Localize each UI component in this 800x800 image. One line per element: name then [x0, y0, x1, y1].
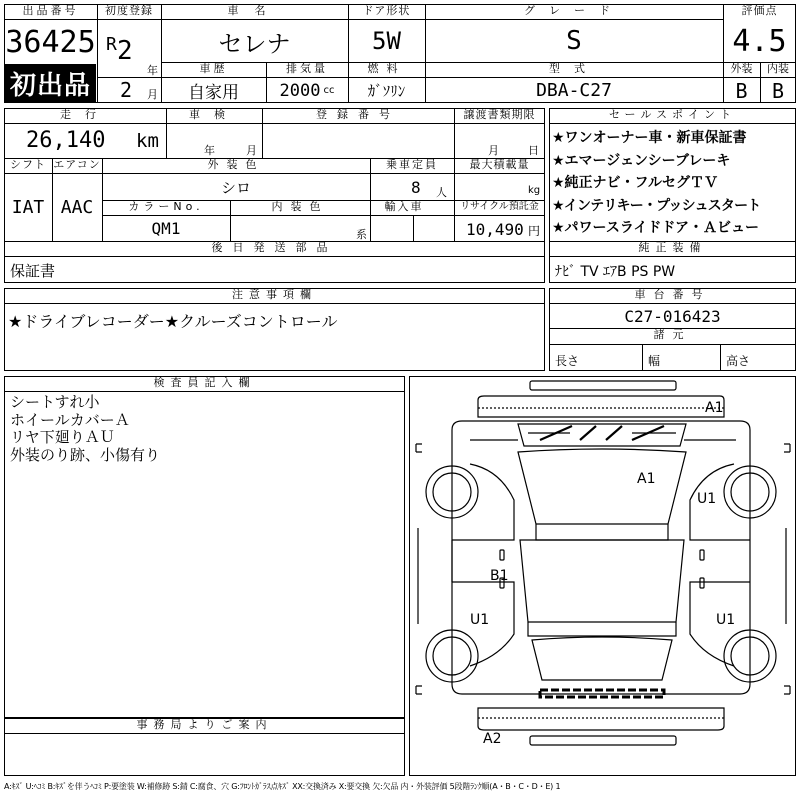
aircon-header: エアコン — [53, 158, 101, 171]
exterior-color: シロ — [220, 178, 251, 197]
car-name: セレナ — [218, 29, 291, 58]
later-parts-header: 後日発送部品 — [211, 241, 338, 254]
chassis-number: C27-016423 — [624, 306, 721, 326]
notes-header: 注意事項欄 — [232, 288, 317, 301]
score: 4.5 — [732, 23, 787, 59]
car-diagram — [409, 376, 796, 776]
inspection-header: 車検 — [189, 108, 239, 121]
score-header: 評価点 — [741, 4, 778, 17]
interior-grade: B — [771, 78, 785, 103]
grade-header: グレード — [524, 4, 624, 17]
first-listing-badge: 初出品 — [5, 64, 96, 102]
standard-equipment: ﾅﾋﾞ TV ｴｱB PS PW — [555, 264, 676, 280]
lot-number-header: 出品番号 — [22, 4, 79, 17]
notes-text: ★ドライブレコーダー★クルーズコントロール — [8, 312, 338, 331]
displacement: 2000 — [279, 80, 321, 101]
damage-mark: B1 — [490, 568, 509, 584]
recycle-unit: 円 — [528, 224, 541, 238]
model: DBA-C27 — [536, 80, 612, 101]
height-label: 高さ — [726, 354, 751, 368]
inspector-note: リヤ下廻りＡＵ — [10, 428, 115, 446]
sales-point: ★インテリキー・プッシュスタート — [552, 197, 761, 214]
exterior-color-header: 外装色 — [207, 158, 265, 171]
damage-mark: U1 — [470, 612, 490, 628]
import-header: 輸入車 — [384, 200, 424, 213]
fuel: ｶﾞｿﾘﾝ — [367, 82, 406, 100]
car-name-header: 車名 — [227, 4, 282, 17]
mileage-header: 走行 — [60, 108, 110, 121]
inspector-note: ホイールカバーＡ — [10, 410, 130, 429]
inspection-year-unit: 年 — [204, 144, 215, 157]
registration-era: R — [106, 34, 117, 55]
sales-point: ★ワンオーナー車・新車保証書 — [552, 130, 747, 146]
sales-points-list — [552, 127, 796, 240]
lot-number: 36425 — [5, 24, 96, 60]
interior-header: 内装 — [767, 62, 789, 75]
door-type: 5W — [372, 27, 401, 55]
inspection-month-unit: 月 — [246, 144, 257, 157]
registration-month-unit: 月 — [147, 88, 158, 101]
shift-header: シフト — [10, 158, 46, 171]
plate-header: 登録番号 — [316, 108, 400, 121]
fuel-header: 燃料 — [367, 62, 406, 75]
office-header: 事務局よりご案内 — [136, 718, 273, 731]
capacity-unit: 人 — [436, 186, 447, 199]
door-header: ドア形状 — [362, 4, 411, 17]
shift: IAT — [11, 197, 45, 218]
standard-equipment-header: 純正装備 — [638, 241, 707, 254]
sales-point: ★エマージェンシーブレーキ — [552, 152, 731, 169]
grade: S — [566, 26, 582, 56]
color-number: QM1 — [151, 219, 181, 238]
damage-mark: A2 — [483, 731, 502, 747]
displacement-unit: cc — [323, 85, 335, 96]
aircon: AAC — [60, 197, 94, 218]
displacement-header: 排気量 — [286, 62, 328, 75]
sales-point: ★純正ナビ・フルセグＴＶ — [552, 175, 718, 191]
sales-point: ★パワースライドドア・Ａビュー — [552, 220, 760, 236]
mileage: 26,140 — [26, 128, 106, 153]
capacity-header: 乗車定員 — [386, 158, 438, 171]
registration-year-unit: 年 — [147, 64, 158, 77]
damage-mark: U1 — [697, 491, 717, 507]
damage-mark: A1 — [705, 400, 724, 416]
model-header: 型式 — [549, 62, 599, 75]
dimensions-header: 諸元 — [653, 328, 692, 341]
registration-month: 2 — [120, 78, 133, 102]
history-header: 車歴 — [199, 62, 228, 75]
history: 自家用 — [188, 83, 239, 103]
color-number-header: カラーNo. — [128, 200, 204, 213]
interior-color-unit: 系 — [356, 228, 367, 241]
transfer-month-unit: 月 — [488, 144, 499, 157]
capacity: 8 — [411, 178, 421, 197]
legend: A:ｷｽﾞ U:ﾍｺﾐ B:ｷｽﾞを伴うﾍｺﾐ P:要塗装 W:補修跡 S:錆 C:腐食、穴 G:ﾌﾛﾝﾄｶﾞﾗｽ点ｷｽﾞ XX:交換済み X:要交換 欠:欠品 内・外装評価 5段階ﾗﾝｸ順(A・B・C・D・E) 1 — [4, 782, 561, 791]
recycle-header: リサイクル預託金 — [460, 201, 539, 212]
mileage-unit: km — [136, 130, 159, 152]
inspector-header: 検査員記入欄 — [153, 376, 256, 389]
width-label: 幅 — [648, 354, 661, 368]
length-label: 長さ — [555, 354, 580, 368]
inspector-notes — [10, 394, 160, 464]
sales-points-header: セールスポイント — [608, 108, 736, 121]
inspector-note: シートすれ小 — [10, 393, 100, 411]
later-parts: 保証書 — [10, 262, 56, 280]
transfer-day-unit: 日 — [528, 144, 539, 157]
interior-color-header: 内装色 — [271, 200, 329, 213]
transfer-deadline-header: 譲渡書類期限 — [463, 108, 536, 121]
damage-mark: U1 — [716, 612, 736, 628]
exterior-header: 外装 — [730, 62, 753, 75]
registration-header: 初度登録 — [105, 4, 153, 17]
displacement-field — [266, 78, 348, 103]
max-load-header: 最大積載量 — [469, 158, 530, 171]
damage-mark: A1 — [637, 471, 656, 487]
chassis-header: 車台番号 — [634, 288, 711, 301]
registration-year: 2 — [117, 36, 133, 66]
max-load-unit: kg — [528, 185, 541, 196]
recycle-fee: 10,490 — [466, 220, 524, 239]
inspector-note: 外装のり跡、小傷有り — [10, 445, 161, 464]
exterior-grade: B — [735, 78, 748, 103]
